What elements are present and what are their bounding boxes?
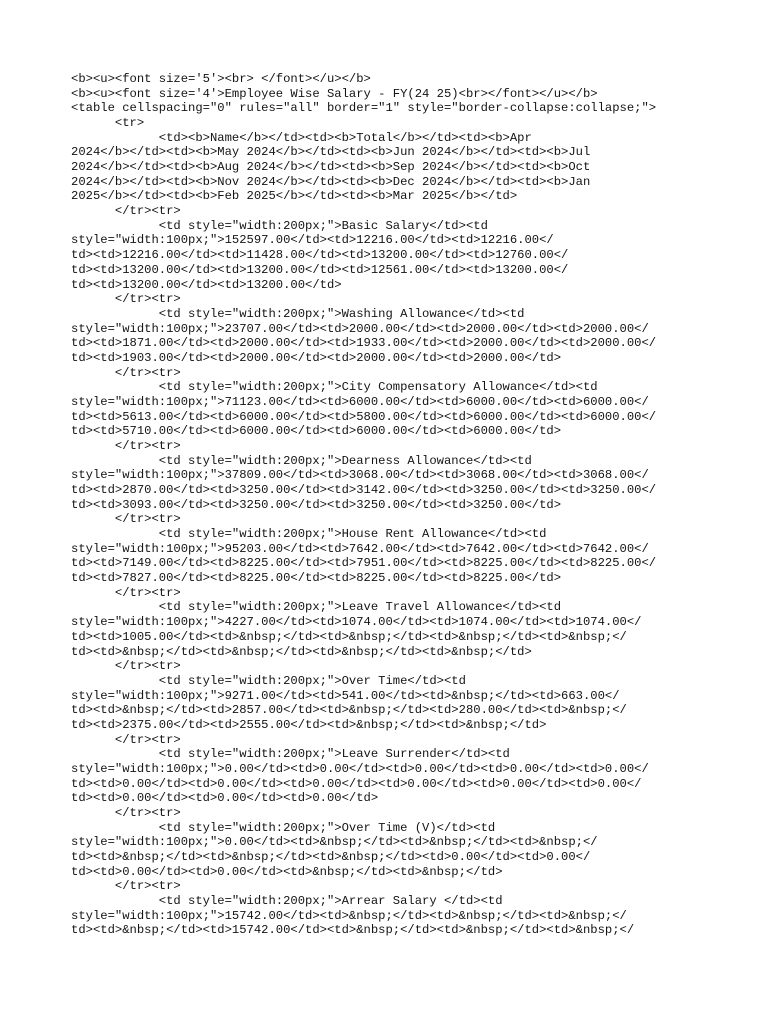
source-code-line: style="width:100px;">152597.00</td><td>12216.00</td><td>12216.00</ [71,233,554,248]
source-code-line: style="width:100px;">4227.00</td><td>1074.00</td><td>1074.00</td><td>1074.00</ [71,615,642,630]
source-code-line: </tr><tr> [71,439,181,453]
source-code-line: td><td>1005.00</td><td>&nbsp;</td><td>&nbsp;</td><td>&nbsp;</td><td>&nbsp;</ [71,629,627,644]
source-code-line: td><td>1903.00</td><td>2000.00</td><td>2000.00</td><td>2000.00</td> [71,350,562,365]
source-code-line: <table cellspacing="0" rules="all" border="1" style="border-collapse:collapse;"> [71,101,657,116]
source-code-line: style="width:100px;">9271.00</td><td>541.00</td><td>&nbsp;</td><td>663.00</ [71,688,620,703]
source-code-line: td><td>13200.00</td><td>13200.00</td> [71,277,342,292]
source-code-line: style="width:100px;">0.00</td><td>&nbsp;</td><td>&nbsp;</td><td>&nbsp;</ [71,835,598,850]
source-code-line: 2024</b></td><td><b>Aug 2024</b></td><td><b>Sep 2024</b></td><td><b>Oct [71,160,591,175]
source-code-line: <td style="width:200px;">Basic Salary</td><td [71,218,488,233]
source-code-line: <td style="width:200px;">Leave Travel Allowance</td><td [71,600,562,615]
source-code-line: td><td>7827.00</td><td>8225.00</td><td>8225.00</td><td>8225.00</td> [71,571,562,586]
source-code-line: <b><u><font size='4'>Employee Wise Salary - FY(24 25)<br></font></u></b> [71,86,598,101]
source-code-line: <td style="width:200px;">House Rent Allowance</td><td [71,527,547,542]
source-code-line: </tr><tr> [71,732,181,747]
source-code-line: td><td>&nbsp;</td><td>&nbsp;</td><td>&nbsp;</td><td>0.00</td><td>0.00</ [71,850,591,865]
source-code-line: </tr><tr> [71,659,181,674]
source-code-line: </tr><tr> [71,292,181,307]
source-code-line: <td style="width:200px;">Over Time (V)</td><td [71,820,496,835]
source-code-line: td><td>&nbsp;</td><td>&nbsp;</td><td>&nbsp;</td><td>&nbsp;</td> [71,644,532,659]
source-code-line: td><td>12216.00</td><td>11428.00</td><td>13200.00</td><td>12760.00</ [71,248,569,263]
source-code-line: td><td>7149.00</td><td>8225.00</td><td>7951.00</td><td>8225.00</td><td>8225.00</ [71,556,657,571]
source-code-line: style="width:100px;">23707.00</td><td>2000.00</td><td>2000.00</td><td>2000.00</ [71,321,649,336]
source-code-line: style="width:100px;">0.00</td><td>0.00</td><td>0.00</td><td>0.00</td><td>0.00</ [71,761,649,776]
source-code-line: td><td>2870.00</td><td>3250.00</td><td>3142.00</td><td>3250.00</td><td>3250.00</ [71,483,657,498]
source-code-line: </tr><tr> [71,879,181,894]
source-code-line: td><td>1871.00</td><td>2000.00</td><td>1933.00</td><td>2000.00</td><td>2000.00</ [71,336,657,351]
source-code-line: style="width:100px;">95203.00</td><td>7642.00</td><td>7642.00</td><td>7642.00</ [71,541,649,556]
source-code-line: style="width:100px;">71123.00</td><td>6000.00</td><td>6000.00</td><td>6000.00</ [71,394,649,409]
source-code-line: <td style="width:200px;">Over Time</td><td [71,673,466,688]
source-code-line: td><td>5710.00</td><td>6000.00</td><td>6000.00</td><td>6000.00</td> [71,424,562,439]
source-code-line: </tr><tr> [71,512,181,527]
source-code-line: td><td>0.00</td><td>0.00</td><td>0.00</td><td>0.00</td><td>0.00</td><td>0.00</ [71,776,642,791]
source-code-line: <td style="width:200px;">Arrear Salary </td><td [71,894,503,909]
source-code-line: </tr><tr> [71,204,181,219]
source-code-line: <td style="width:200px;">City Compensatory Allowance</td><td [71,380,598,395]
source-code-line: td><td>2375.00</td><td>2555.00</td><td>&nbsp;</td><td>&nbsp;</td> [71,717,547,732]
source-code-line: <td><b>Name</b></td><td><b>Total</b></td><td><b>Apr [71,130,532,145]
source-code-line: </tr><tr> [71,585,181,600]
source-code-line: style="width:100px;">37809.00</td><td>3068.00</td><td>3068.00</td><td>3068.00</ [71,468,649,483]
source-code-line: 2025</b></td><td><b>Feb 2025</b></td><td><b>Mar 2025</b></td> [71,189,518,204]
source-code-line: td><td>5613.00</td><td>6000.00</td><td>5800.00</td><td>6000.00</td><td>6000.00</ [71,409,657,424]
source-code-line: <b><u><font size='5'><br> </font></u></b> [71,72,371,86]
source-code-line: </tr><tr> [71,365,181,380]
source-code-line: td><td>0.00</td><td>0.00</td><td>0.00</td> [71,791,379,806]
source-code-line: td><td>&nbsp;</td><td>2857.00</td><td>&nbsp;</td><td>280.00</td><td>&nbsp;</ [71,703,627,718]
source-code-line: style="width:100px;">15742.00</td><td>&nbsp;</td><td>&nbsp;</td><td>&nbsp;</ [71,908,627,923]
source-code-line: <td style="width:200px;">Leave Surrender</td><td [71,747,510,762]
source-code-line: td><td>0.00</td><td>0.00</td><td>&nbsp;</td><td>&nbsp;</td> [71,864,503,879]
source-code-line: <tr> [71,116,145,131]
source-code-line: </tr><tr> [71,806,181,820]
source-code-line: <td style="width:200px;">Dearness Allowance</td><td [71,453,532,468]
source-code-line: 2024</b></td><td><b>May 2024</b></td><td><b>Jun 2024</b></td><td><b>Jul [71,145,591,160]
source-code-line: td><td>3093.00</td><td>3250.00</td><td>3250.00</td><td>3250.00</td> [71,497,562,512]
source-code-line: td><td>13200.00</td><td>13200.00</td><td>12561.00</td><td>13200.00</ [71,262,569,277]
source-code-line: <td style="width:200px;">Washing Allowance</td><td [71,306,525,321]
source-code-line: 2024</b></td><td><b>Nov 2024</b></td><td><b>Dec 2024</b></td><td><b>Jan [71,174,591,189]
source-code-line: td><td>&nbsp;</td><td>15742.00</td><td>&nbsp;</td><td>&nbsp;</td><td>&nbsp;</ [71,923,635,938]
